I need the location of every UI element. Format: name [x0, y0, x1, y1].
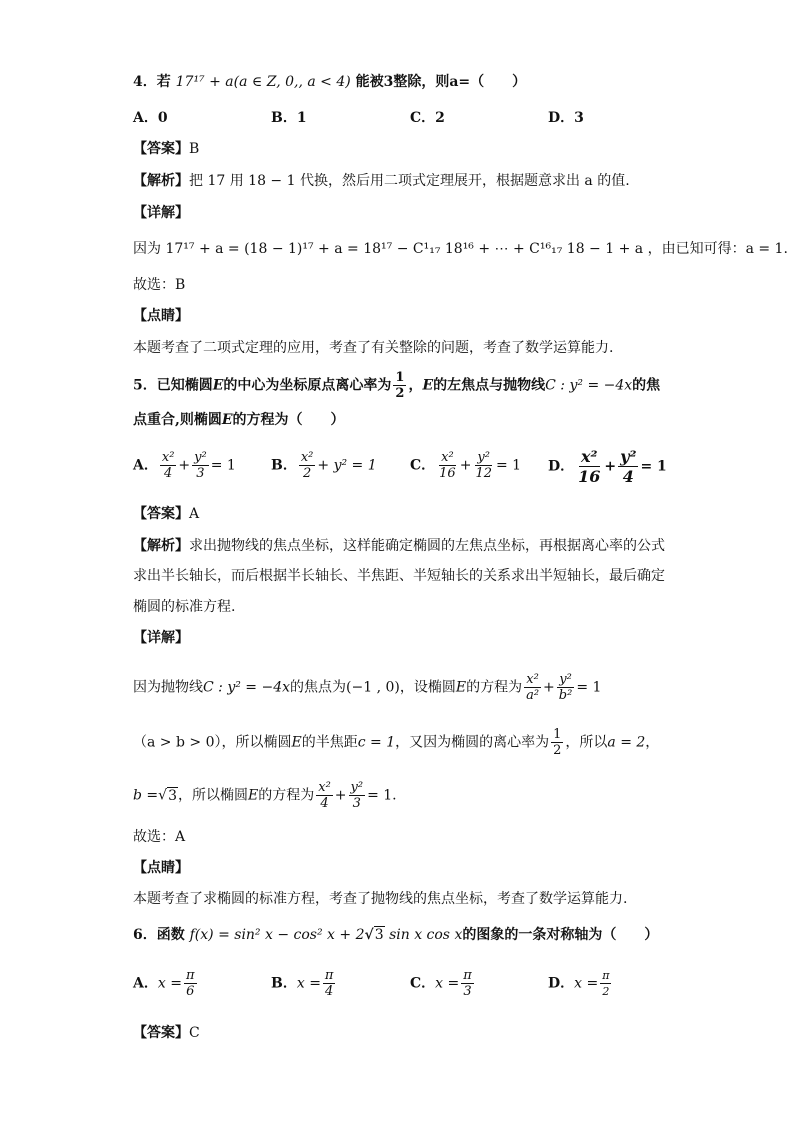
q6-stem: 6．函数 f(x) = sin² x − cos² x + 2√3 sin x cos x的图象的一条对称轴为（ ） — [133, 927, 659, 943]
q4-analysis: 【解析】把 17 用 18 − 1 代换，然后用二项式定理展开，根据题意求出 a 的值. — [133, 173, 630, 189]
q5-option-a[interactable]: A． $\frac{\text{x²}}{4}$ + $\frac{\text{y²}}{3}$ = 1 — [133, 450, 236, 481]
q5-detail-line3: b =√3，所以椭圆E的方程为 $\frac{\text{x²}}{4}$ + $\frac{\text{y²}}{3}$ = 1. — [133, 780, 397, 811]
q5-stem-line2: 点重合,则椭圆E的方程为（ ） — [133, 412, 345, 428]
q6-option-d[interactable]: D．x = $\frac{\pi}{2}$ — [548, 969, 610, 998]
q5-analysis-line3: 椭圆的标准方程. — [133, 599, 236, 615]
q5-analysis-line1: 【解析】求出抛物线的焦点坐标，这样能确定椭圆的左焦点坐标，再根据离心率的公式 — [133, 538, 665, 554]
q5-option-c[interactable]: C． $\frac{\text{x²}}{16}$ + $\frac{\text{y²}}{12}$ = 1 — [410, 450, 522, 481]
q4-option-b[interactable]: B．1 — [271, 110, 307, 126]
q4-option-d[interactable]: D．3 — [548, 110, 584, 126]
q6-expression: f(x) = sin² x − cos² x + 2 — [189, 927, 365, 943]
q4-option-c[interactable]: C．2 — [410, 110, 445, 126]
q5-detail-line1: 因为抛物线C : y² = −4x的焦点为(−1 , 0)，设椭圆E的方程为 $\frac{\text{x²}}{\text{a²}}$ + $\frac{\text{y²}}{\text{b²}}$ = 1 — [133, 672, 602, 703]
q5-review: 本题考查了求椭圆的标准方程，考查了抛物线的焦点坐标，考查了数学运算能力. — [133, 891, 628, 907]
q6-option-a[interactable]: A．x = $\frac{\pi}{6}$ — [133, 968, 195, 999]
q5-option-d[interactable]: D． $\frac{\text{x²}}{16}$ + $\frac{\text{y²}}{4}$ = 1 — [548, 447, 667, 486]
q5-stem-line1: 5．已知椭圆E的中心为坐标原点离心率为 $\frac{1}{2}$ ，E的左焦点与抛物线C : y² = −4x的焦 — [133, 370, 661, 401]
q6-option-c[interactable]: C．x = $\frac{\pi}{3}$ — [410, 968, 472, 999]
q5-review-heading: 【点睛】 — [133, 860, 189, 876]
q4-option-a[interactable]: A．0 — [133, 110, 168, 126]
q4-choose: 故选：B — [133, 277, 186, 293]
q4-detail-heading: 【详解】 — [133, 205, 189, 221]
q5-answer: 【答案】A — [133, 506, 200, 522]
q4-stem: 4．若 17¹⁷ + a(a ∈ Z, 0,, a < 4) 能被3整除，则a=（ ） — [133, 74, 527, 90]
q5-detail-heading: 【详解】 — [133, 630, 189, 646]
q6-option-b[interactable]: B．x = $\frac{\pi}{4}$ — [271, 968, 334, 999]
q4-review: 本题考查了二项式定理的应用，考查了有关整除的问题，考查了数学运算能力. — [133, 340, 614, 356]
q5-detail-line2: （a > b > 0），所以椭圆E的半焦距c = 1，又因为椭圆的离心率为 $\frac{1}{2}$ ，所以a = 2， — [133, 727, 660, 758]
q5-choose: 故选：A — [133, 829, 186, 845]
q4-number: 4． — [133, 74, 157, 90]
q6-answer: 【答案】C — [133, 1025, 200, 1041]
q5-option-b[interactable]: B． $\frac{\text{x²}}{2}$ + y² = 1 — [271, 450, 377, 481]
q4-expression: 17¹⁷ + a(a ∈ Z, 0,, a < 4) — [175, 74, 351, 90]
q4-review-heading: 【点睛】 — [133, 308, 189, 324]
q5-eccentricity-fraction: $\frac{1}{2}$ — [395, 370, 405, 401]
q4-answer: 【答案】B — [133, 141, 200, 157]
q5-analysis-line2: 求出半长轴长，而后根据半长轴长、半焦距、半短轴长的关系求出半短轴长，最后确定 — [133, 568, 665, 584]
q4-detail: 因为 17¹⁷ + a = (18 − 1)¹⁷ + a = 18¹⁷ − C¹₁₇ 18¹⁶ + ⋯ + C¹⁶₁₇ 18 − 1 + a ，由已知可得：a = 1. — [133, 241, 788, 257]
